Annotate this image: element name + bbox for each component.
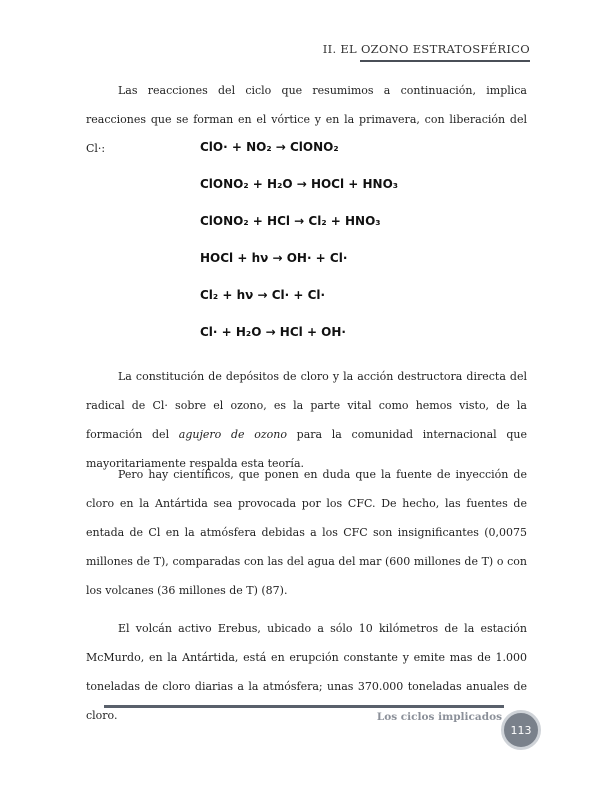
paragraph-1-emphasis: agujero de ozono [178, 428, 287, 441]
equation-1: ClO· + NO₂ → ClONO₂ [200, 140, 339, 154]
page-number-badge [501, 710, 541, 750]
paragraph-1-text-b: para la comunidad internacional que mayoritariamente respalda esta teoría. [86, 428, 527, 470]
equation-6: Cl· + H₂O → HCl + OH· [200, 325, 346, 339]
equation-2: ClONO₂ + H₂O → HOCl + HNO₃ [200, 177, 399, 191]
running-header: II. EL OZONO ESTRATOSFÉRICO [322, 42, 530, 56]
header-divider [360, 60, 530, 62]
equation-4: HOCl + hν → OH· + Cl· [200, 251, 348, 265]
page-number: 113 [510, 723, 532, 737]
footer-divider [104, 705, 504, 708]
paragraph-2 [86, 460, 527, 605]
equation-3: ClONO₂ + HCl → Cl₂ + HNO₃ [200, 214, 381, 228]
paragraph-3-text: El volcán activo Erebus, ubicado a sólo 10 kilómetros de la estación McMurdo, en la Antártida, está en erupción constante y emite mas de 1.000 toneladas de cloro diarias a la atmósfera; unas 370.000 toneladas anuales de cloro. [86, 622, 527, 722]
paragraph-2-text: Pero hay científicos, que ponen en duda que la fuente de inyección de cloro en la Antártida sea provocada por los CFC. De hecho, las fuentes de entada de Cl en la atmósfera debidas a los CFC son insignificantes (0,0075 millones de T), comparadas con las del agua del mar (600 millones de T) o con los volcanes (36 millones de T) (87). [86, 468, 527, 597]
intro-text: Las reacciones del ciclo que resumimos a continuación, implica reacciones que se forman en el vórtice y en la primavera, con liberación del Cl·: [86, 84, 527, 155]
footer-section-title: Los ciclos implicados [376, 711, 502, 723]
paragraph-1-text-a: La constitución de depósitos de cloro y la acción destructora directa del radical de Cl· sobre el ozono, es la parte vital como hemos visto, de la formación del [86, 370, 527, 441]
equation-5: Cl₂ + hν → Cl· + Cl· [200, 288, 326, 302]
